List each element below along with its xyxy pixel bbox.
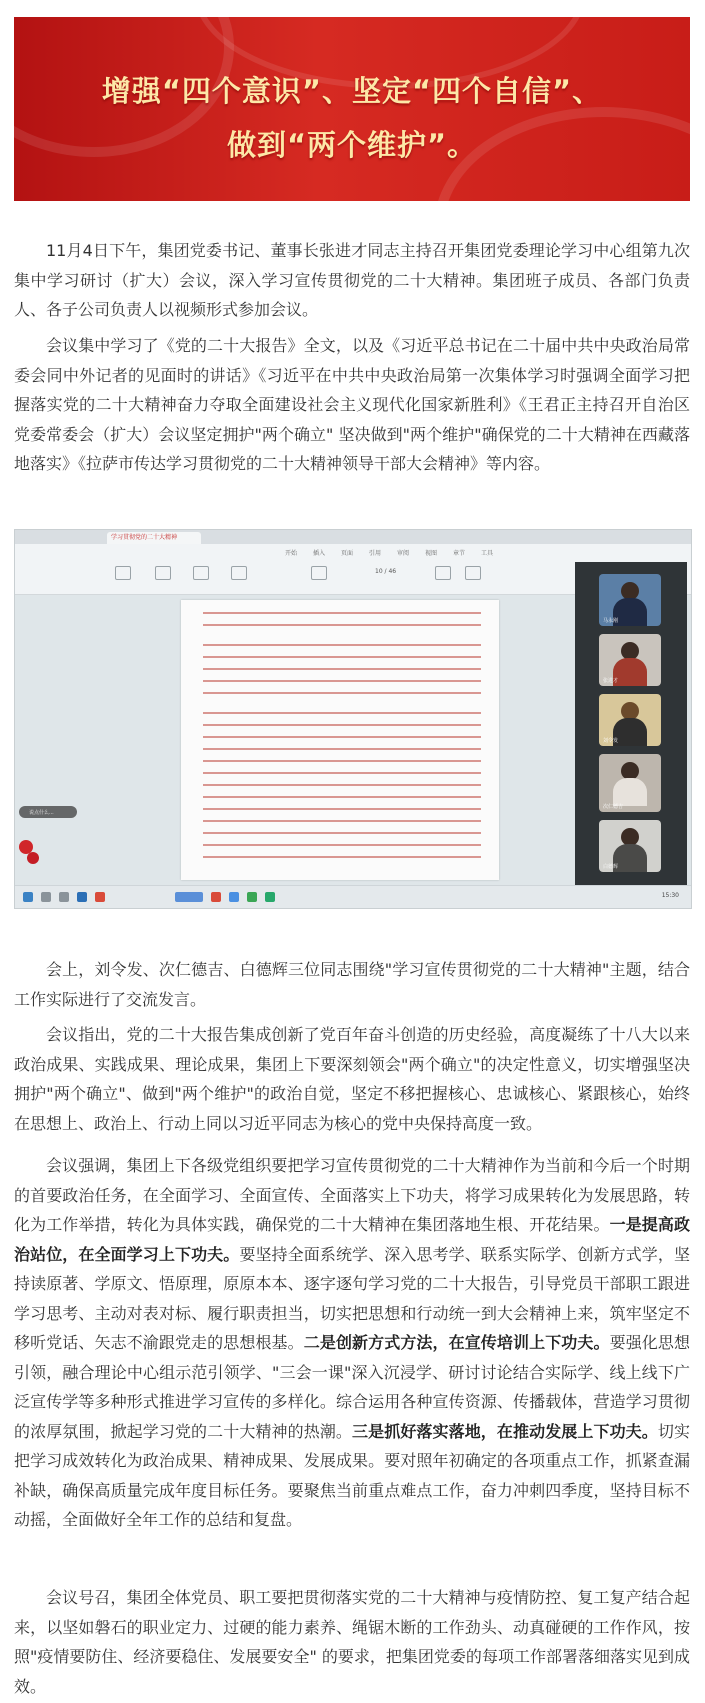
- paragraph-text: 会议集中学习了《党的二十大报告》全文，以及《习近平总书记在二十届中共中央政治局常委会同中外记者的见面时的讲话》《习近平在中共中央政治局第一次集体学习时强调全面学习把握落实党的二十大精神奋力夺取全面建设社会主义现代化国家新胜利》《王君正主持召开自治区党委常委会（扩大）会议坚定拥护"两个确立" 坚决做到"两个维护"确保党的二十大精神在西藏落地落实》《拉萨市传达学习贯彻党的二十大精神领导干部大会精神》等内容。: [14, 336, 690, 473]
- document-page: [181, 600, 499, 880]
- ribbon-tab[interactable]: 引用: [369, 550, 382, 557]
- paragraph-text: 要强化思想引领，融合理论中心组示范引领学、"三会一课"深入沉浸学、研讨讨论结合实际学、线上线下广泛宣传学等多种形式推进学习宣传的多样化。综合运用各种宣传资源、传播载体，营造学习贯彻的浓厚氛围，掀起学习党的二十大精神的热潮。: [14, 1333, 690, 1441]
- participant-name: 白德辉: [603, 864, 619, 870]
- app-icon[interactable]: [265, 892, 275, 902]
- paragraph-text: 会议号召，集团全体党员、职工要把贯彻落实党的二十大精神与疫情防控、复工复产结合起来，以坚如磐石的职业定力、过硬的能力素养、绳锯木断的工作劲头、动真碰硬的工作作风，按照"疫情要防住、经济要稳住、发展要安全" 的要求，把集团党委的每项工作部署落细落实见到成效。: [14, 1588, 690, 1696]
- paragraph-3: [14, 955, 690, 1014]
- page-indicator[interactable]: 10 / 46: [375, 568, 397, 575]
- browser-icon[interactable]: [77, 892, 87, 902]
- rotate-icon[interactable]: [465, 566, 481, 580]
- ribbon-tab[interactable]: 页面: [341, 550, 354, 557]
- participant-video[interactable]: [599, 820, 661, 872]
- participant-video[interactable]: [599, 754, 661, 812]
- pdf-excel-icon[interactable]: [193, 566, 209, 580]
- ribbon-tab[interactable]: 插入: [313, 550, 326, 557]
- participant-name: 张进才: [603, 678, 619, 684]
- paragraph-text: 切实把学习成效转化为政治成果、精神成果、发展成果。要对照年初确定的各项重点工作，抓紧查漏补缺，确保高质量完成年度目标任务。要聚焦当前重点难点工作，奋力冲刺四季度，坚持目标不动摇，全面做好全年工作的总结和复盘。: [14, 1421, 690, 1529]
- start-icon[interactable]: [23, 892, 33, 902]
- paragraph-text: 11月4日下午，集团党委书记、董事长张进才同志主持召开集团党委理论学习中心组第九次集中学习研讨（扩大）会议，深入学习宣传贯彻党的二十大精神。集团班子成员、各部门负责人、各子公司负责人以视频形式参加会议。: [14, 241, 690, 319]
- bold-emphasis: 一是提高政治站位，在全面学习上下功夫。: [14, 1215, 690, 1264]
- ribbon-tab[interactable]: 开始: [285, 550, 298, 557]
- participant-name: 刘令发: [603, 738, 619, 744]
- zoom-icon[interactable]: [311, 566, 327, 580]
- meeting-screenshot: [14, 529, 692, 909]
- chat-input[interactable]: 说点什么...: [19, 806, 77, 818]
- paragraph-text: 要坚持全面系统学、深入思考学、联系实际学、创新方式学，坚持读原著、学原文、悟原理，原原本本、逐字逐句学习党的二十大报告，引导党员干部职工跟进学习思考、主动对表对标、履行职责担当，切实把思想和行动统一到大会精神上来，筑牢坚定不移听党话、矢志不渝跟党走的思想根基。: [14, 1244, 690, 1352]
- video-participant-panel: [575, 562, 687, 888]
- ribbon-tab[interactable]: 工具: [481, 550, 494, 557]
- search-icon[interactable]: [435, 566, 451, 580]
- header-banner: [14, 17, 690, 201]
- ribbon-tab[interactable]: 视图: [425, 550, 438, 557]
- bold-emphasis: 三是抓好落实落地，在推动发展上下功夫。: [352, 1421, 658, 1441]
- wechat-icon[interactable]: [247, 892, 257, 902]
- decoration-flowers: [15, 830, 45, 880]
- ribbon-tab[interactable]: 章节: [453, 550, 466, 557]
- paragraph-2: [14, 331, 690, 479]
- print-icon[interactable]: [231, 566, 247, 580]
- pdf-word-icon[interactable]: [155, 566, 171, 580]
- paragraph-text: 会议强调，集团上下各级党组织要把学习宣传贯彻党的二十大精神作为当前和今后一个时期的首要政治任务，在全面学习、全面宣传、全面落实上下功夫，将学习成果转化为发展思路，转化为工作举措，转化为具体实践，确保党的二十大精神在集团落地生根、开花结果。: [14, 1156, 690, 1234]
- pdf-app-icon[interactable]: [95, 892, 105, 902]
- taskbar: [15, 885, 691, 908]
- participant-name: 次仁德吉: [603, 804, 624, 810]
- clock: 15:30: [661, 892, 679, 899]
- participant-name: 马永刚: [603, 618, 619, 624]
- participant-video[interactable]: [599, 574, 661, 626]
- app-icon[interactable]: [229, 892, 239, 902]
- paragraph-1: [14, 236, 690, 325]
- window-titlebar: [15, 530, 691, 544]
- paragraph-4: [14, 1020, 690, 1138]
- search-icon[interactable]: [41, 892, 51, 902]
- ribbon-tab[interactable]: 审阅: [397, 550, 410, 557]
- banner-title-line1: 增强“四个意识”、坚定“四个自信”、: [101, 74, 603, 108]
- app-icon[interactable]: [211, 892, 221, 902]
- paragraph-6: [14, 1583, 690, 1701]
- app-icon[interactable]: [175, 892, 203, 902]
- taskview-icon[interactable]: [59, 892, 69, 902]
- participant-video[interactable]: [599, 694, 661, 746]
- paragraph-text: 会议指出，党的二十大报告集成创新了党百年奋斗创造的历史经验，高度凝练了十八大以来政治成果、实践成果、理论成果，集团上下要深刻领会"两个确立"的决定性意义，切实增强坚决拥护"两个确立"、做到"两个维护"的政治自觉，坚定不移把握核心、忠诚核心、紧跟核心，始终在思想上、政治上、行动上同以习近平同志为核心的党中央保持高度一致。: [14, 1025, 690, 1133]
- banner-title-line2: 做到“两个维护”。: [226, 128, 478, 162]
- paragraph-5: [14, 1151, 690, 1535]
- bold-emphasis: 二是创新方式方法，在宣传培训上下功夫。: [303, 1333, 610, 1352]
- paragraph-text: 会上，刘令发、次仁德吉、白德辉三位同志围绕"学习宣传贯彻党的二十大精神"主题，结合工作实际进行了交流发言。: [14, 960, 690, 1009]
- document-tab[interactable]: 学习贯彻党的二十大精神: [107, 532, 201, 544]
- pdf-convert-icon[interactable]: [115, 566, 131, 580]
- participant-video[interactable]: [599, 634, 661, 686]
